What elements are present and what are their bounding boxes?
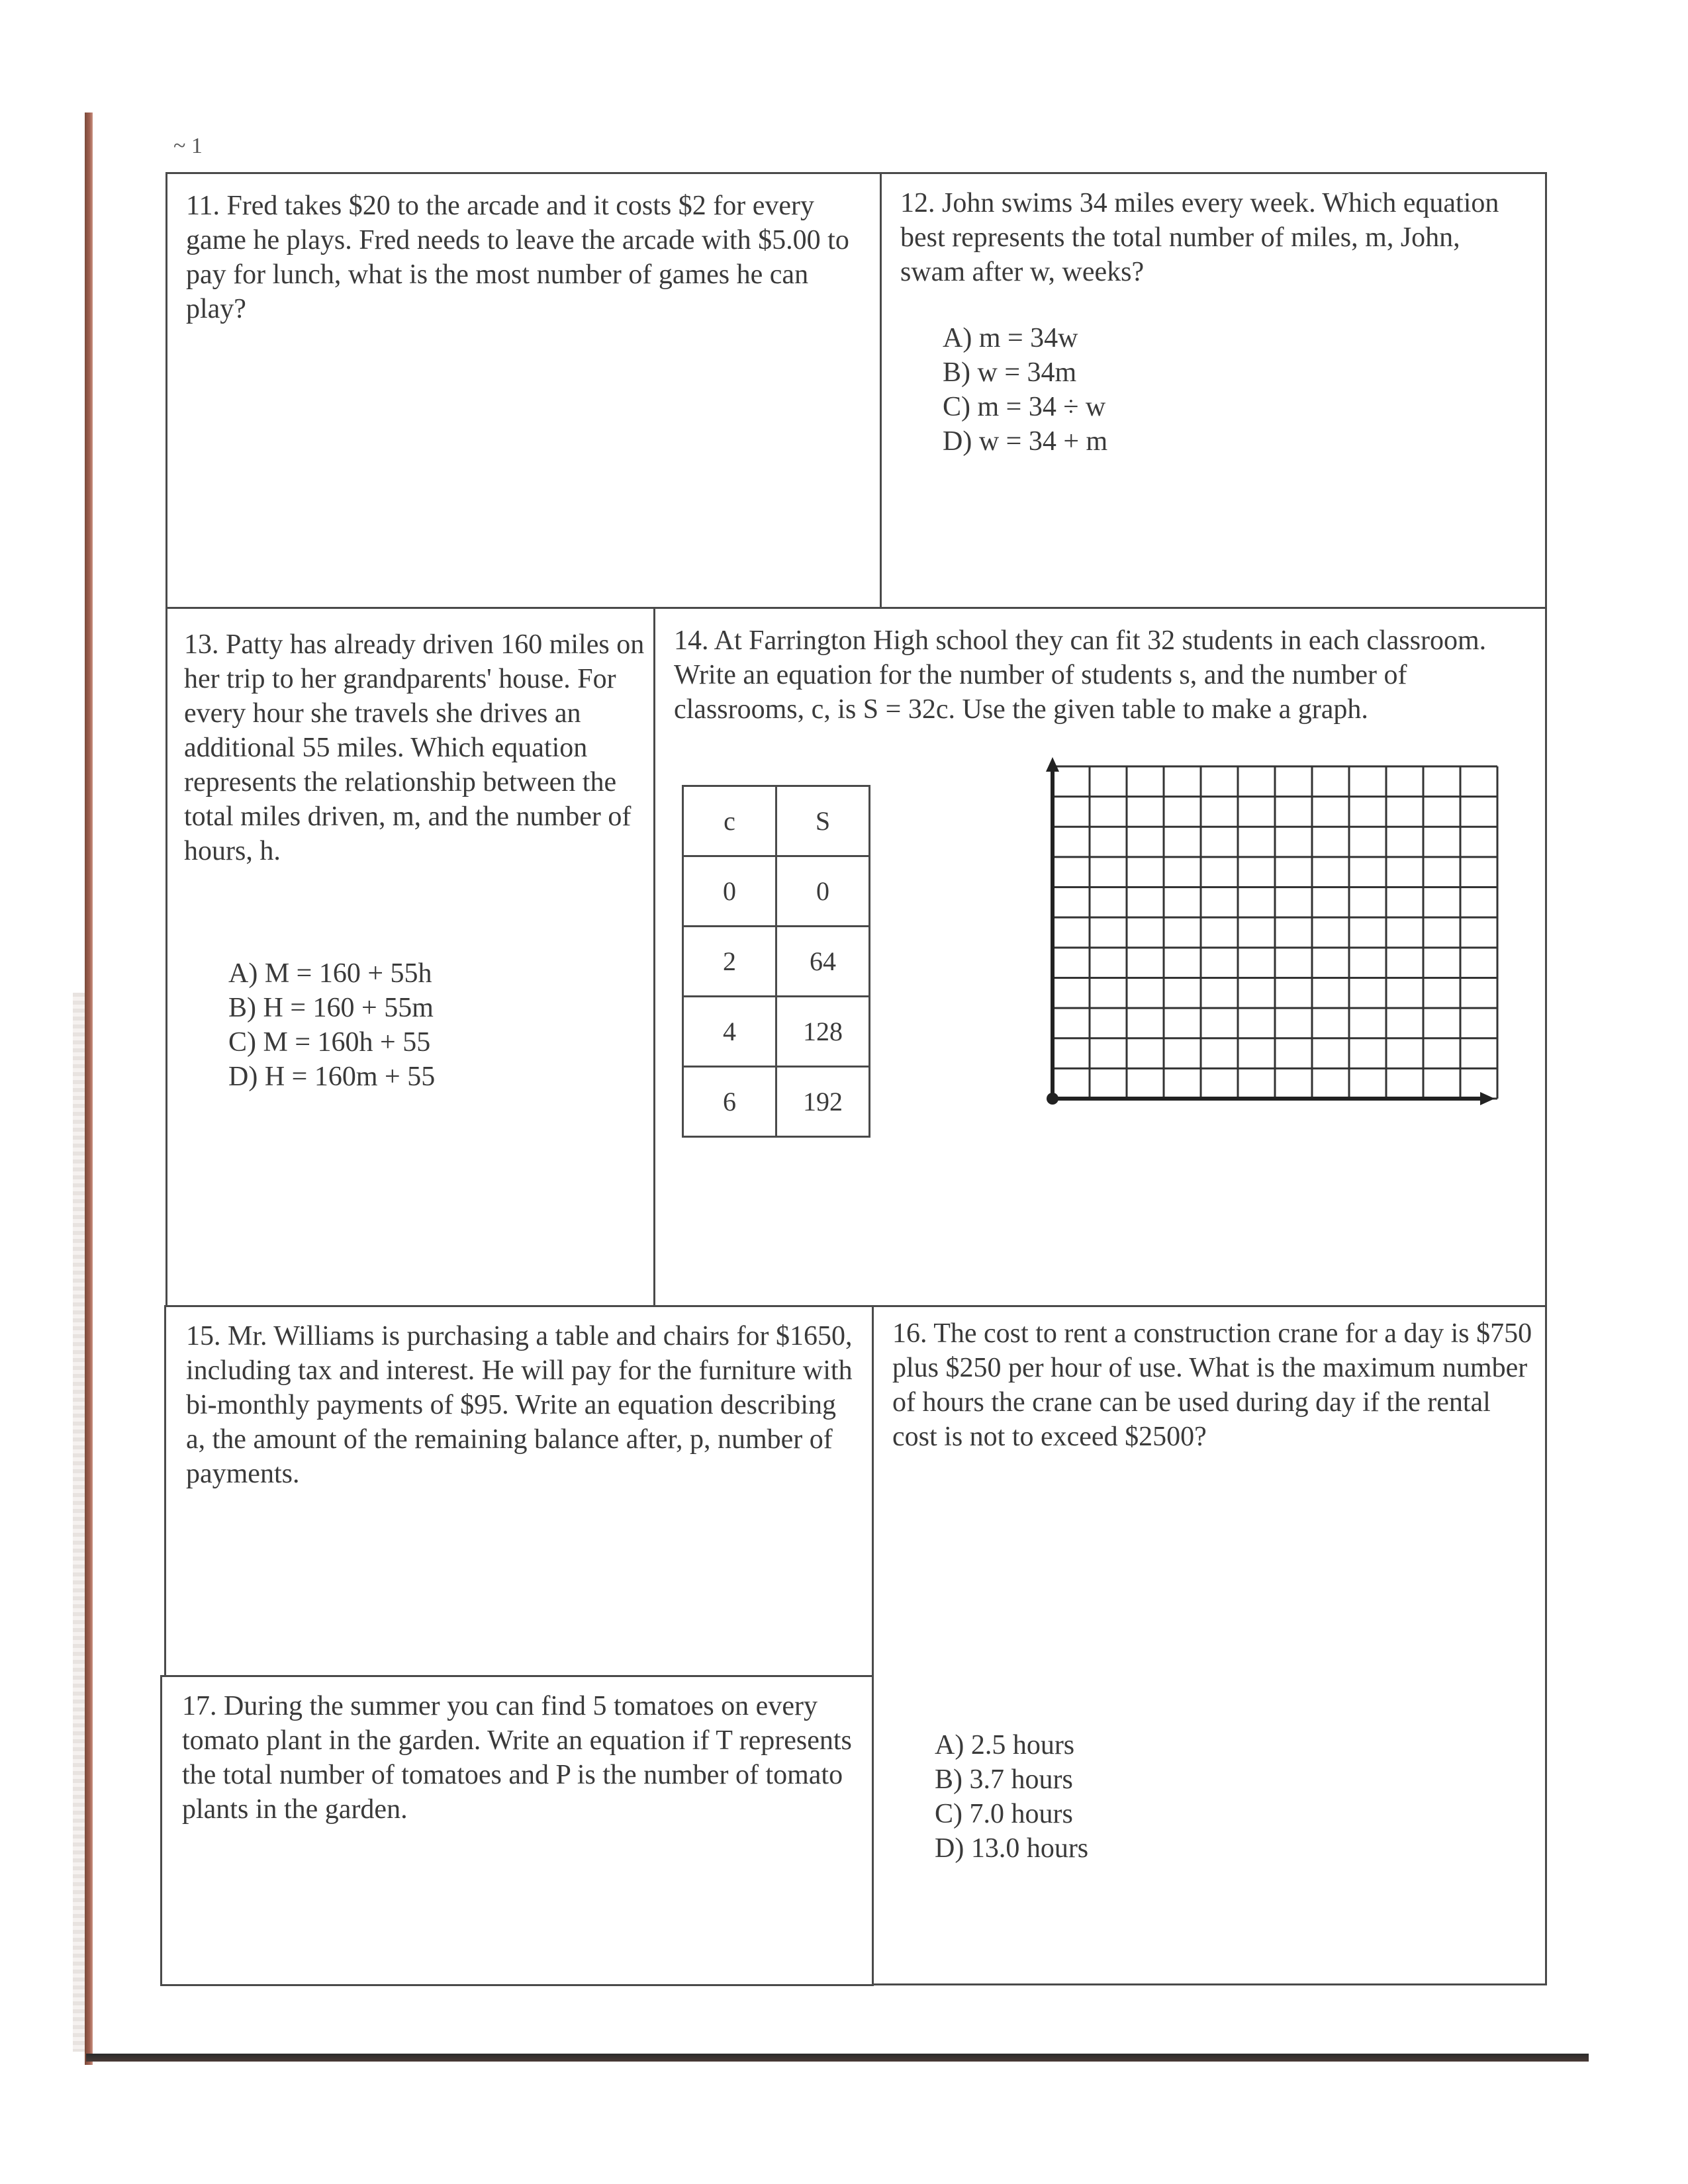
choice-12-b[interactable]: B) w = 34m (943, 357, 1077, 388)
choice-12-a[interactable]: A) m = 34w (943, 323, 1078, 353)
table-header-c: c (683, 786, 776, 856)
table-row (683, 1067, 870, 1137)
origin-point (1047, 1093, 1058, 1105)
question-12-text: 12. John swims 34 miles every week. Which equation best represents the total number of miles, m, John, swam after w, weeks? (900, 188, 1499, 287)
table-row (683, 856, 870, 927)
question-11-box (165, 172, 882, 609)
table-cell: 0 (683, 856, 776, 927)
question-16-box (872, 1305, 1547, 1985)
choice-16-b[interactable]: B) 3.7 hours (935, 1764, 1073, 1795)
question-13-choices (228, 956, 435, 1094)
choice-12-d[interactable]: D) w = 34 + m (943, 426, 1108, 457)
table-cell: 0 (776, 856, 870, 927)
table-row (683, 997, 870, 1067)
choice-13-d[interactable]: D) H = 160m + 55 (228, 1062, 436, 1092)
table-header-row (683, 786, 870, 856)
question-11-text: 11. Fred takes $20 to the arcade and it costs $2 for every game he plays. Fred needs to leave the arcade with $5.00 to pay for lunch, what is the most number of games he can play? (186, 191, 849, 324)
table-header-s: S (776, 786, 870, 856)
question-15-box (164, 1305, 874, 1677)
choice-16-d[interactable]: D) 13.0 hours (935, 1833, 1089, 1864)
choice-13-c[interactable]: C) M = 160h + 55 (228, 1027, 431, 1058)
y-axis-arrow (1046, 757, 1059, 772)
question-12-choices (943, 321, 1107, 459)
question-16-text: 16. The cost to rent a construction crane for a day is $750 plus $250 per hour of use. What is the maximum number of hours the crane can be used during day if the rental cost is not to exceed $2500? (892, 1318, 1532, 1452)
scan-edge-left (85, 113, 93, 2065)
question-14-box (653, 607, 1547, 1307)
x-axis-arrow (1480, 1092, 1495, 1105)
table-cell: 2 (683, 927, 776, 997)
choice-13-b[interactable]: B) H = 160 + 55m (228, 993, 434, 1023)
table-cell: 128 (776, 997, 870, 1067)
scan-edge-bottom (86, 2054, 1589, 2062)
table-cell: 64 (776, 927, 870, 997)
table-row (683, 927, 870, 997)
choice-12-c[interactable]: C) m = 34 ÷ w (943, 392, 1106, 422)
graph-grid[interactable] (1026, 754, 1503, 1125)
scan-edge-shadow (73, 993, 85, 2052)
table-cell: 192 (776, 1067, 870, 1137)
question-17-text: 17. During the summer you can find 5 tomatoes on every tomato plant in the garden. Write an equation if T represents the total number of tomatoes and P is the number of tomato plants in the garden. (182, 1691, 852, 1825)
grid-lines (1053, 766, 1497, 1099)
question-13-box (165, 607, 655, 1307)
c-s-table (682, 785, 870, 1138)
question-12-box (880, 172, 1547, 609)
table-cell: 6 (683, 1067, 776, 1137)
choice-13-a[interactable]: A) M = 160 + 55h (228, 958, 432, 989)
table-cell: 4 (683, 997, 776, 1067)
question-16-choices (935, 1728, 1088, 1866)
choice-16-a[interactable]: A) 2.5 hours (935, 1730, 1075, 1760)
question-13-text: 13. Patty has already driven 160 miles on her trip to her grandparents' house. For every hour she travels she drives an additional 55 miles. Which equation represents the relationship between the total miles driven, m, and the number of hours, h. (184, 629, 645, 866)
question-15-text: 15. Mr. Williams is purchasing a table and chairs for $1650, including tax and interest. He will pay for the furniture with bi-monthly payments of $95. Write an equation describing a, the amount of the remaining balance after, p, number of payments. (186, 1321, 853, 1489)
question-14-text: 14. At Farrington High school they can fit 32 students in each classroom. Write an equation for the number of students s, and the number of classrooms, c, is S = 32c. Use the given table to make a graph. (674, 625, 1487, 725)
question-17-box (160, 1675, 874, 1986)
page-mark: ~ 1 (173, 134, 203, 158)
choice-16-c[interactable]: C) 7.0 hours (935, 1799, 1073, 1829)
